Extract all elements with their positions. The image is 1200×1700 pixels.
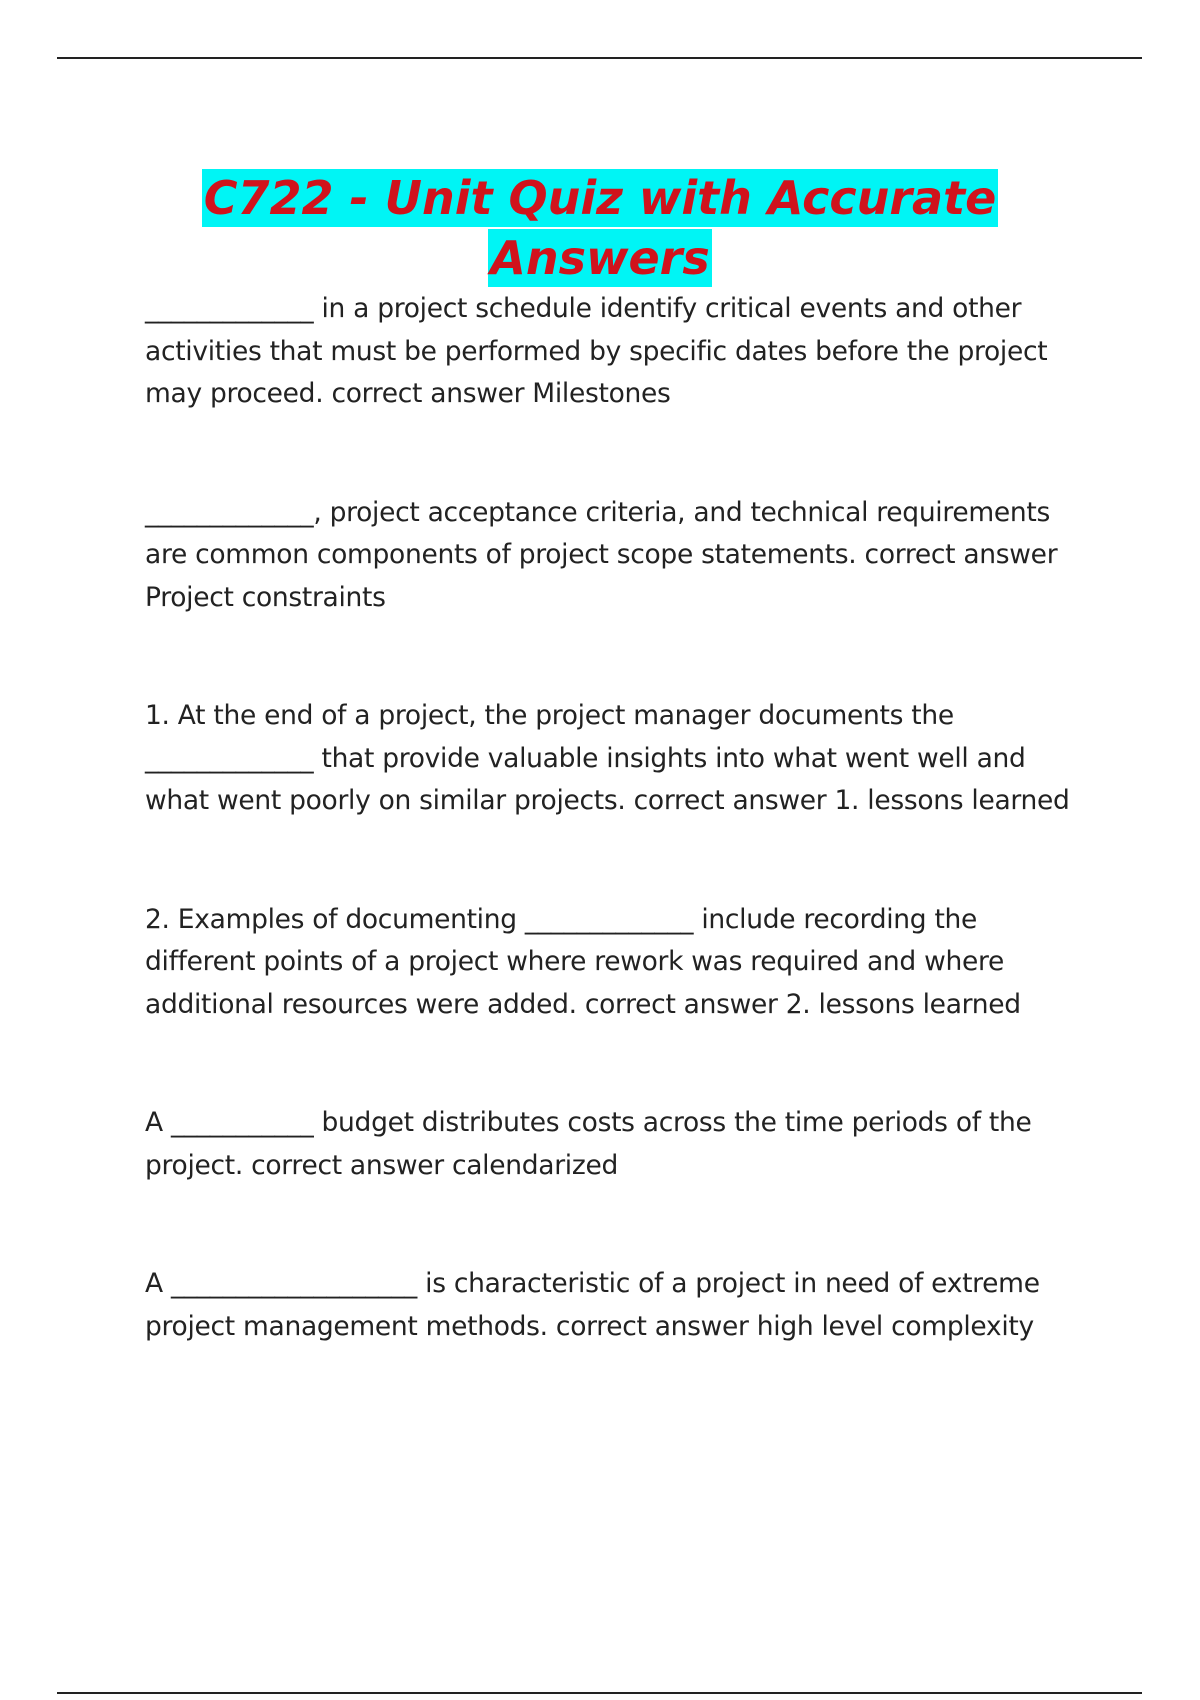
page-title <box>0 168 1200 288</box>
entry-4-line-3: additional resources were added. correct answer 2. lessons learned <box>145 988 1021 1020</box>
entry-5-line-2: project. correct answer calendarized <box>145 1149 618 1181</box>
quiz-entry-5 <box>145 1102 1080 1187</box>
entry-3-line-1: 1. At the end of a project, the project manager documents the <box>145 700 954 731</box>
entry-1-line-2: activities that must be performed by specific dates before the project <box>145 335 1048 367</box>
entry-6-line-1: A ___________________ is characteristic of a project in need of extreme <box>145 1268 1040 1299</box>
entry-4-line-1: 2. Examples of documenting _____________ include recording the <box>145 903 978 935</box>
entry-4-line-2: different points of a project where rework was required and where <box>145 946 1004 977</box>
title-line-1: C722 - Unit Quiz with Accurate <box>203 171 997 225</box>
entry-6-line-2: project management methods. correct answer high level complexity <box>145 1310 1034 1342</box>
entry-3-line-3: what went poorly on similar projects. correct answer 1. lessons learned <box>145 785 1070 816</box>
entry-2-line-3: Project constraints <box>145 581 386 613</box>
entry-1-line-3: may proceed. correct answer Milestones <box>145 378 671 409</box>
top-rule <box>57 57 1142 59</box>
quiz-entry-3 <box>145 695 1080 823</box>
quiz-entry-6 <box>145 1263 1080 1348</box>
quiz-entry-2 <box>145 492 1080 620</box>
entry-3-line-2: _____________ that provide valuable insights into what went well and <box>145 742 1026 774</box>
title-line-2: Answers <box>490 231 710 285</box>
quiz-entry-1 <box>145 288 1080 416</box>
quiz-entry-4 <box>145 899 1080 1027</box>
entry-1-line-1: _____________ in a project schedule identify critical events and other <box>145 293 1022 324</box>
entry-2-line-2: are common components of project scope statements. correct answer <box>145 539 1058 570</box>
entry-5-line-1: A ___________ budget distributes costs across the time periods of the <box>145 1107 1032 1138</box>
bottom-rule <box>57 1692 1142 1694</box>
quiz-body <box>145 288 1080 1424</box>
entry-2-line-1: _____________, project acceptance criteria, and technical requirements <box>145 496 1050 528</box>
